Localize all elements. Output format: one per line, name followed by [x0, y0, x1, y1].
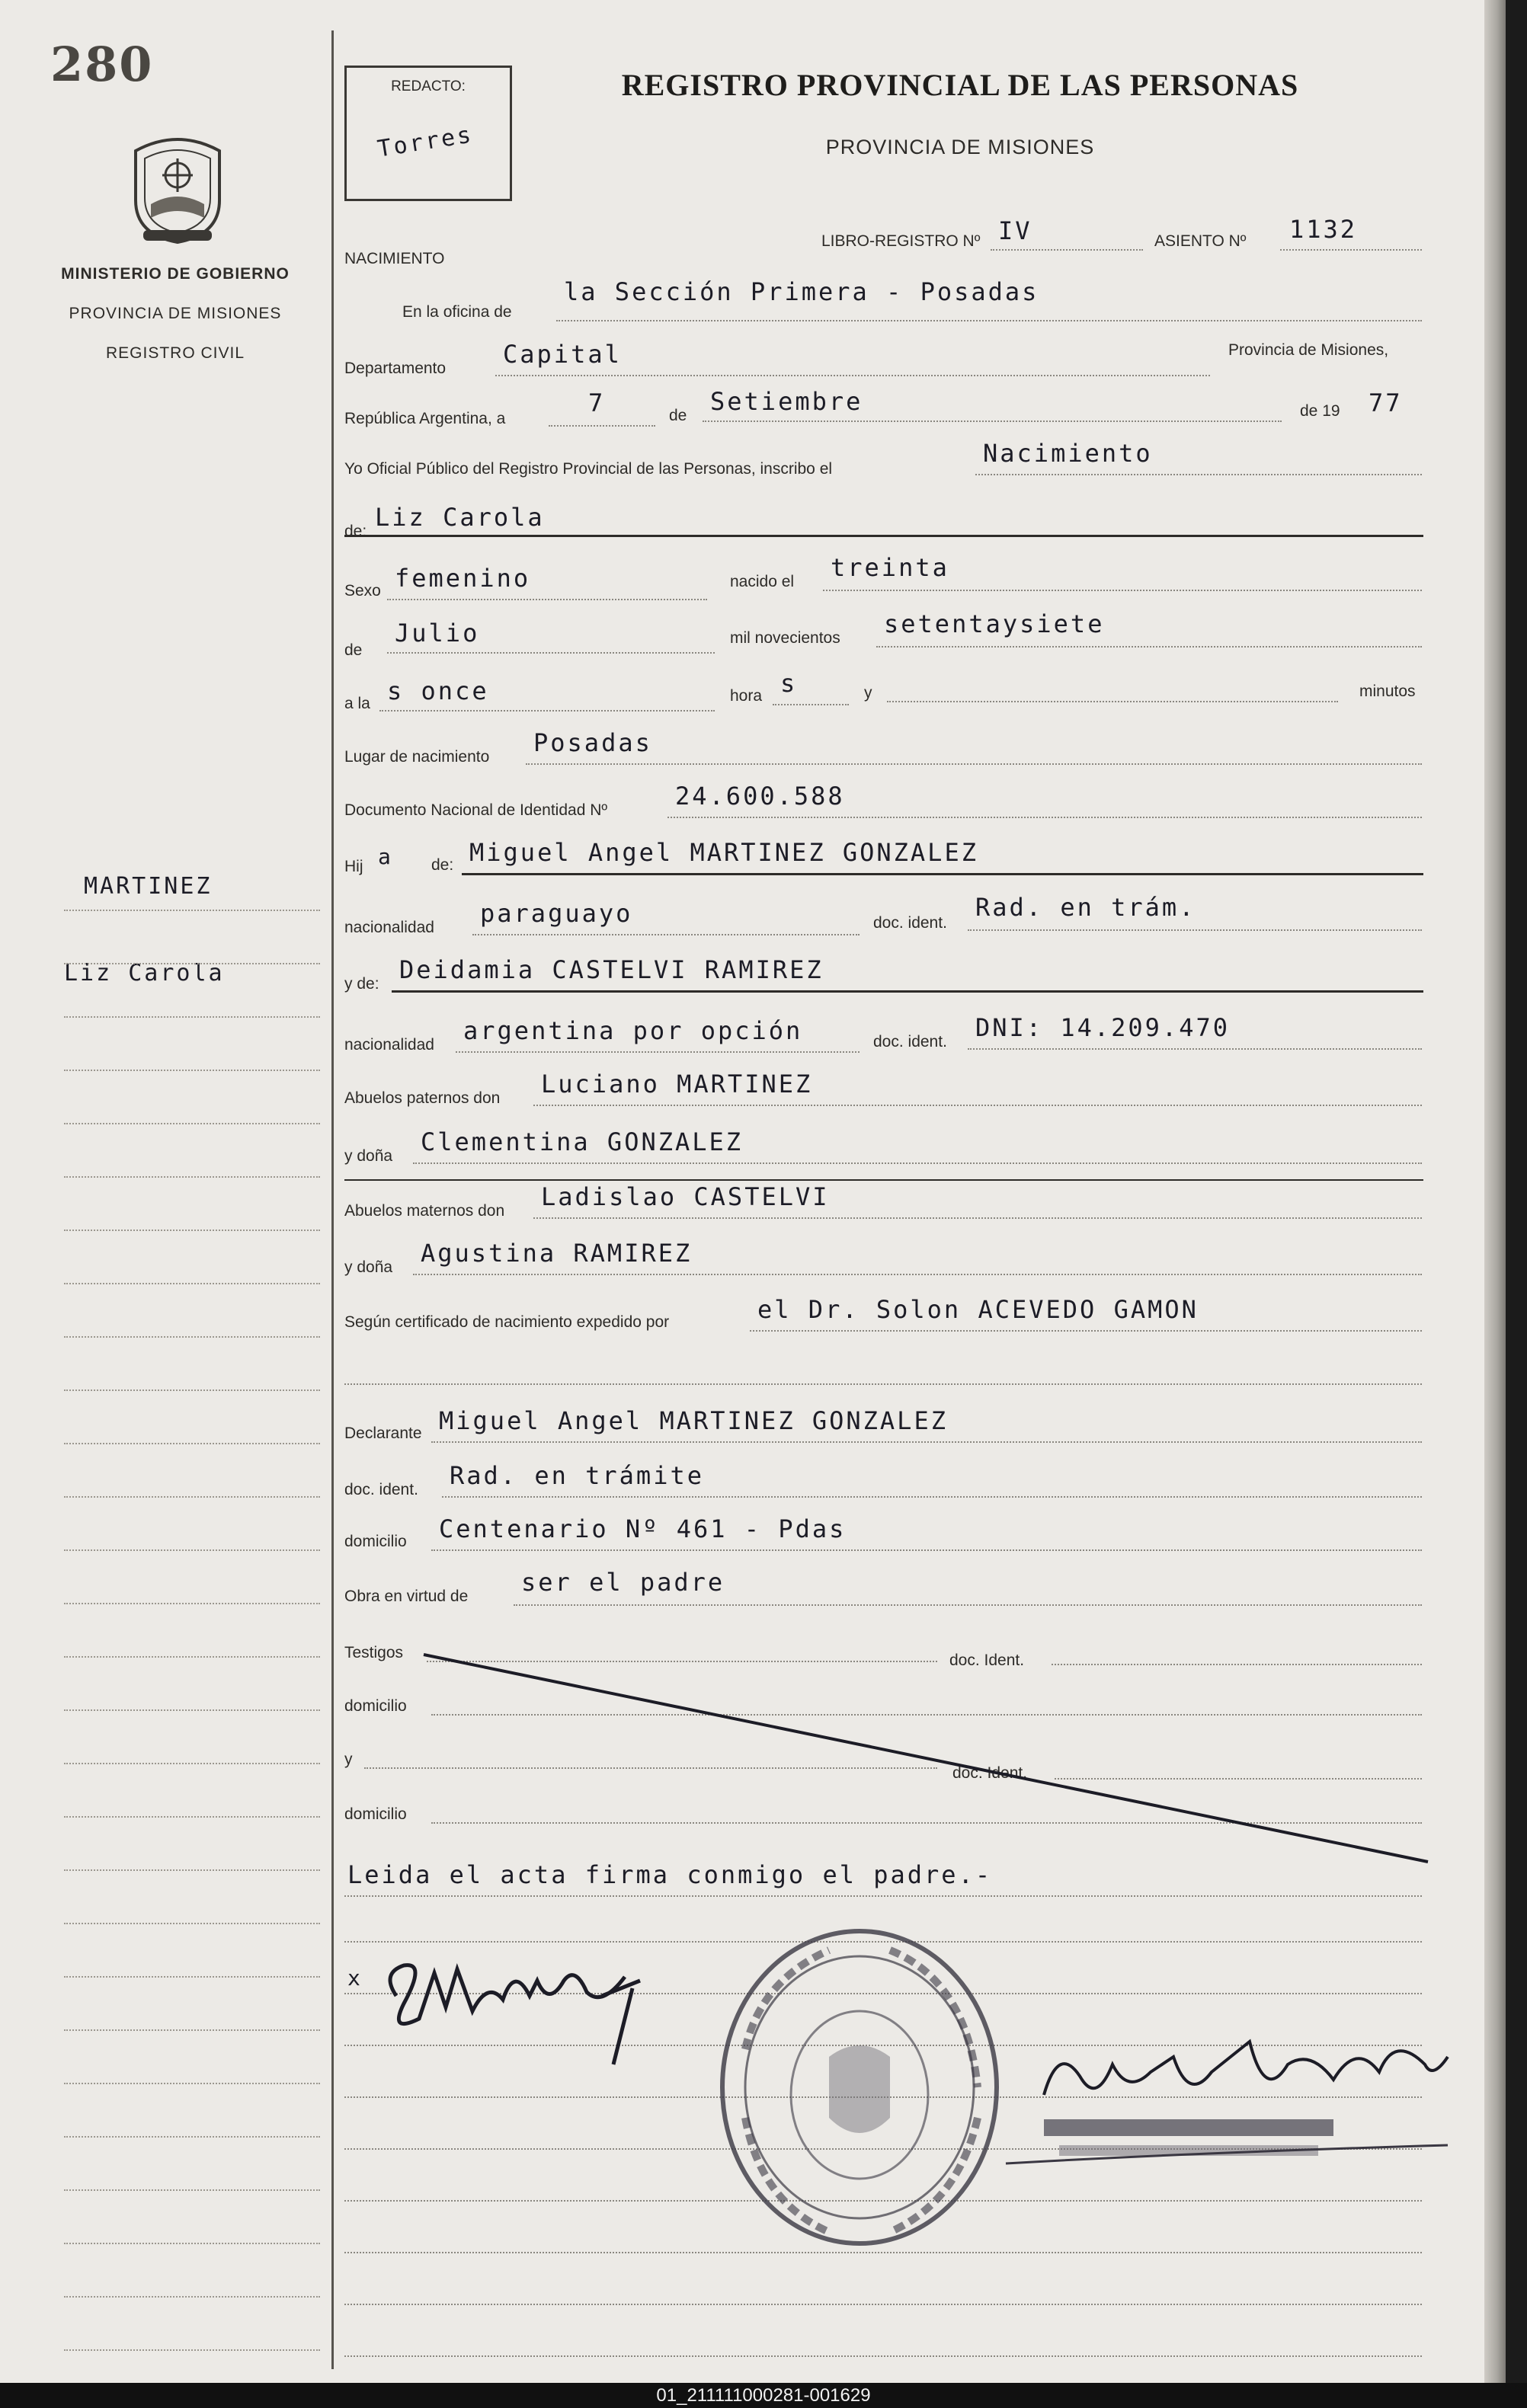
departamento-value: Capital: [503, 340, 622, 369]
dona-paterna-label: y doña: [344, 1147, 393, 1165]
margin-ruling-line: [64, 1976, 320, 1978]
act-type-label: NACIMIENTO: [344, 250, 445, 267]
abuelos-maternos-label: Abuelos maternos don: [344, 1202, 505, 1220]
minutos-label: minutos: [1359, 683, 1416, 700]
margin-surname: MARTINEZ: [84, 873, 213, 900]
margin-ruling-line: [64, 1763, 320, 1764]
doc-padre-value: Rad. en trám.: [975, 893, 1196, 922]
margin-ruling-line: [64, 2136, 320, 2138]
official-signature-stamp: [998, 2011, 1455, 2171]
certificado-label: Según certificado de nacimiento expedido por: [344, 1313, 670, 1331]
official-seal: [715, 1920, 1004, 2255]
hora-label: hora: [730, 687, 763, 705]
day-value: 7: [588, 389, 606, 417]
declarante-label: Declarante: [344, 1425, 422, 1442]
sexo-label: Sexo: [344, 582, 381, 600]
redacto-label: REDACTO:: [391, 78, 466, 94]
persona-value: Liz Carola: [375, 503, 545, 532]
margin-ruling-line: [64, 1709, 320, 1711]
hij-suffix: a: [378, 844, 393, 869]
mes-nac-value: Julio: [395, 619, 480, 648]
abuelos-paternos-value: Luciano MARTINEZ: [541, 1070, 813, 1098]
margin-ruling-line: [64, 1230, 320, 1231]
nacionalidad-padre-label: nacionalidad: [344, 919, 434, 936]
dni-label: Documento Nacional de Identidad Nº: [344, 801, 608, 819]
margin-ruling-line: [64, 1016, 320, 1018]
provincia-label: Provincia de Misiones,: [1228, 341, 1389, 359]
margin-ruling-line: [64, 963, 320, 964]
margin-ruling-line: [64, 1603, 320, 1604]
margin-ruling-line: [64, 1123, 320, 1124]
lugar-label: Lugar de nacimiento: [344, 748, 490, 766]
margin-ruling-line: [64, 2029, 320, 2031]
paper-edge: [1484, 0, 1506, 2383]
margin-ruling-line: [64, 1816, 320, 1818]
margin-ruling-line: [64, 2349, 320, 2351]
nacionalidad-padre-value: paraguayo: [480, 899, 633, 928]
margin-ruling-line: [64, 2189, 320, 2191]
margin-ruling-line: [64, 2083, 320, 2084]
ministry-office: REGISTRO CIVIL: [105, 344, 245, 362]
certificado-value: el Dr. Solon ACEVEDO GAMON: [757, 1295, 1199, 1324]
margin-ruling-line: [64, 1549, 320, 1551]
declarante-value: Miguel Angel MARTINEZ GONZALEZ: [439, 1406, 948, 1435]
nacido-value: treinta: [831, 553, 949, 582]
hora-value: s: [780, 669, 798, 698]
testigos-y-label: y: [344, 1751, 353, 1768]
signature-mark: x: [347, 1965, 363, 1991]
madre-label: y de:: [344, 975, 379, 993]
registry-subtitle: PROVINCIA DE MISIONES: [825, 136, 1095, 158]
year-label: de 19: [1300, 402, 1340, 420]
redacto-value: Torres: [376, 121, 475, 163]
margin-ruling-line: [64, 1336, 320, 1338]
margin-ruling-line: [64, 1923, 320, 1924]
lugar-value: Posadas: [533, 728, 652, 757]
month-de-label: de: [669, 407, 687, 424]
margin-ruling-line: [64, 2296, 320, 2298]
madre-value: Deidamia CASTELVI RAMIREZ: [399, 955, 824, 984]
margin-ruling-line: [64, 910, 320, 911]
sexo-value: femenino: [395, 564, 531, 593]
ala-label: a la: [344, 695, 370, 712]
y-label: y: [864, 684, 872, 702]
anio-nac-value: setentaysiete: [884, 609, 1105, 638]
dona-paterna-value: Clementina GONZALEZ: [421, 1127, 744, 1156]
ministry-province: PROVINCIA DE MISIONES: [69, 305, 282, 322]
obra-label: Obra en virtud de: [344, 1588, 469, 1605]
ministry-heading: MINISTERIO DE GOBIERNO: [61, 265, 290, 283]
padre-value: Miguel Angel MARTINEZ GONZALEZ: [469, 838, 978, 867]
republica-label: República Argentina, a: [344, 410, 506, 427]
doc-declarante-label: doc. ident.: [344, 1481, 418, 1498]
abuelos-maternos-value: Ladislao CASTELVI: [541, 1182, 830, 1211]
hij-label: Hij: [344, 858, 363, 875]
oficina-label: En la oficina de: [402, 303, 512, 321]
oficial-label: Yo Oficial Público del Registro Provincial de las Personas, inscribo el: [344, 460, 833, 478]
margin-ruling-line: [64, 1443, 320, 1444]
nacionalidad-madre-value: argentina por opción: [463, 1016, 803, 1045]
abuelos-paternos-label: Abuelos paternos don: [344, 1089, 501, 1107]
mes-de-label: de: [344, 641, 363, 659]
asiento-label: ASIENTO Nº: [1154, 232, 1247, 250]
closing-text: Leida el acta firma conmigo el padre.-: [347, 1860, 993, 1889]
margin-ruling-line: [64, 1869, 320, 1871]
margin-ruling-line: [64, 1656, 320, 1658]
margin-ruling-line: [64, 1389, 320, 1391]
dni-value: 24.600.588: [675, 782, 845, 811]
margin-ruling-line: [64, 1283, 320, 1284]
father-signature: [373, 1935, 663, 2072]
nacido-label: nacido el: [730, 573, 795, 590]
month-value: Setiembre: [710, 387, 863, 416]
nacionalidad-madre-label: nacionalidad: [344, 1036, 434, 1054]
testigos-doc-label: doc. Ident.: [949, 1652, 1025, 1669]
doc-padre-label: doc. ident.: [873, 914, 947, 932]
margin-ruling-line: [64, 1070, 320, 1071]
margin-ruling-line: [64, 2243, 320, 2244]
libro-value: IV: [998, 216, 1032, 245]
folio-number: 280: [50, 37, 154, 92]
asiento-value: 1132: [1289, 215, 1358, 244]
image-caption: 01_211111000281-001629: [0, 2383, 1527, 2408]
ala-value: s once: [387, 676, 489, 705]
testigos-doc2-label: doc. Ident.: [952, 1764, 1028, 1782]
registry-title: REGISTRO PROVINCIAL DE LAS PERSONAS: [621, 68, 1299, 102]
mil-label: mil novecientos: [730, 629, 840, 647]
dona-materna-value: Agustina RAMIREZ: [421, 1239, 693, 1268]
obra-value: ser el padre: [521, 1568, 725, 1597]
testigos-label: Testigos: [344, 1644, 404, 1661]
doc-declarante-value: Rad. en trámite: [450, 1461, 704, 1490]
persona-label: de:: [344, 523, 367, 540]
doc-madre-label: doc. ident.: [873, 1033, 947, 1051]
oficina-value: la Sección Primera - Posadas: [564, 277, 1039, 306]
libro-label: LIBRO-REGISTRO Nº: [821, 232, 981, 250]
margin-ruling-line: [64, 1176, 320, 1178]
closing-line: [344, 1895, 1422, 1897]
blank-line-8: [344, 2304, 1422, 2305]
margin-names: Liz Carola: [64, 960, 225, 987]
testigos-domicilio-label: domicilio: [344, 1697, 407, 1715]
doc-madre-value: DNI: 14.209.470: [975, 1013, 1230, 1042]
testigos-domicilio2-label: domicilio: [344, 1805, 407, 1823]
dona-materna-label: y doña: [344, 1258, 393, 1276]
year-value: 77: [1369, 389, 1403, 417]
blank-line-9: [344, 2355, 1422, 2357]
domicilio-declarante-value: Centenario Nº 461 - Pdas: [439, 1514, 847, 1543]
margin-ruling-line: [64, 1496, 320, 1498]
departamento-label: Departamento: [344, 360, 447, 377]
oficial-value: Nacimiento: [983, 439, 1153, 468]
domicilio-declarante-label: domicilio: [344, 1533, 407, 1550]
padre-de-label: de:: [431, 856, 454, 874]
